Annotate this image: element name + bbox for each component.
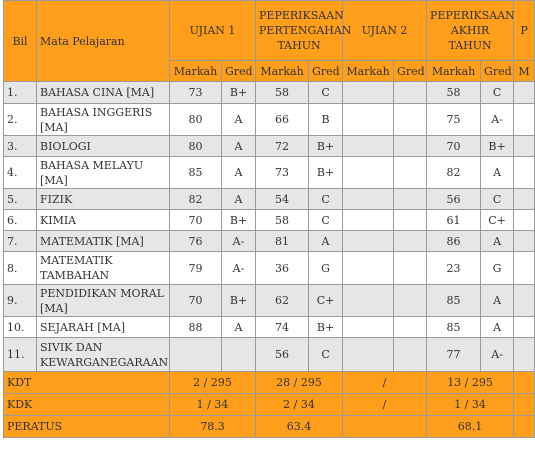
row-markah: 61 [427,210,481,231]
row-gred [394,136,427,157]
row-bil: 7. [4,231,37,252]
row-gred: B+ [309,136,343,157]
summary-clipped-cell [514,372,535,394]
row-subject: BAHASA CINA [MA] [37,82,170,104]
row-gred: B+ [222,285,256,317]
row-gred [394,317,427,338]
row-gred: A [222,157,256,189]
row-markah: 58 [427,82,481,104]
row-gred: C [309,338,343,372]
row-subject: SIVIK DAN KEWARGANEGARAAN [37,338,170,372]
row-markah [343,285,394,317]
row-markah: 80 [170,104,222,136]
summary-row [4,372,535,394]
row-bil: 4. [4,157,37,189]
table-row [4,136,535,157]
row-subject: BAHASA MELAYU [MA] [37,157,170,189]
row-markah [343,82,394,104]
summary-value [343,416,427,438]
row-markah [343,338,394,372]
row-gred [394,189,427,210]
row-markah [343,252,394,285]
summary-value: 2 / 295 [170,372,256,394]
row-markah: 79 [170,252,222,285]
row-markah: 75 [427,104,481,136]
row-markah: 66 [256,104,309,136]
row-gred: B+ [309,317,343,338]
row-subject: SEJARAH [MA] [37,317,170,338]
summary-row [4,394,535,416]
row-gred: C [309,210,343,231]
summary-value: 13 / 295 [427,372,514,394]
row-markah: 54 [256,189,309,210]
row-gred: G [481,252,514,285]
row-markah: 56 [427,189,481,210]
row-subject: PENDIDIKAN MORAL [MA] [37,285,170,317]
row-subject: MATEMATIK [MA] [37,231,170,252]
row-bil: 10. [4,317,37,338]
row-gred: C+ [309,285,343,317]
row-markah: 73 [170,82,222,104]
table-row [4,338,535,372]
row-gred: B+ [222,210,256,231]
row-markah: 85 [170,157,222,189]
row-markah: 82 [427,157,481,189]
col-header-peperiksaan-pertengahan: PEPERIKSAAN PERTENGAHAN TAHUN [256,1,343,61]
row-gred: A [222,104,256,136]
row-gred: A- [222,231,256,252]
row-gred: B+ [222,82,256,104]
row-markah [343,231,394,252]
row-gred: A [481,157,514,189]
table-row [4,210,535,231]
row-markah: 77 [427,338,481,372]
row-gred [394,157,427,189]
row-subject: FIZIK [37,189,170,210]
summary-value: / [343,372,427,394]
row-bil: 5. [4,189,37,210]
subheader-gred: Gred [309,61,343,82]
col-header-peperiksaan-akhir: PEPERIKSAAN AKHIR TAHUN [427,1,514,61]
row-bil: 3. [4,136,37,157]
row-markah: 76 [170,231,222,252]
row-gred: B [309,104,343,136]
row-gred [394,285,427,317]
row-markah: 70 [170,210,222,231]
row-markah [170,338,222,372]
row-clipped-cell [514,136,535,157]
row-gred: A- [222,252,256,285]
row-gred: A [481,231,514,252]
subheader-markah: Markah [256,61,309,82]
table-row [4,231,535,252]
row-clipped-cell [514,210,535,231]
row-bil: 2. [4,104,37,136]
row-markah: 85 [427,285,481,317]
subheader-gred: Gred [481,61,514,82]
table-row [4,157,535,189]
summary-value: / [343,394,427,416]
row-markah: 80 [170,136,222,157]
summary-value: 2 / 34 [256,394,343,416]
col-header-subject: Mata Pelajaran [37,1,170,82]
col-header-ujian-1: UJIAN 1 [170,1,256,61]
row-gred [394,210,427,231]
row-gred [394,231,427,252]
row-markah [343,210,394,231]
row-markah: 85 [427,317,481,338]
row-markah: 56 [256,338,309,372]
row-gred [394,82,427,104]
row-markah: 23 [427,252,481,285]
row-markah: 72 [256,136,309,157]
row-bil: 1. [4,82,37,104]
header-row [4,1,535,61]
row-bil: 8. [4,252,37,285]
row-gred [394,338,427,372]
row-gred [394,104,427,136]
row-gred: C+ [481,210,514,231]
summary-label: PERATUS [4,416,170,438]
row-gred: C [309,189,343,210]
row-gred: A [222,317,256,338]
row-clipped-cell [514,104,535,136]
subheader-gred: Gred [222,61,256,82]
row-clipped-cell [514,82,535,104]
subheader-markah: Markah [427,61,481,82]
row-markah: 36 [256,252,309,285]
summary-value: 1 / 34 [170,394,256,416]
row-subject: BAHASA INGGERIS [MA] [37,104,170,136]
row-markah [343,317,394,338]
row-markah: 58 [256,210,309,231]
table-row [4,82,535,104]
row-bil: 9. [4,285,37,317]
row-clipped-cell [514,285,535,317]
summary-clipped-cell [514,394,535,416]
row-markah [343,104,394,136]
row-gred: A- [481,104,514,136]
row-clipped-cell [514,231,535,252]
summary-row [4,416,535,438]
summary-value: 28 / 295 [256,372,343,394]
row-markah: 82 [170,189,222,210]
row-gred: A [222,189,256,210]
row-gred: C [481,189,514,210]
row-markah: 81 [256,231,309,252]
row-gred: G [309,252,343,285]
summary-value: 78.3 [170,416,256,438]
row-markah: 70 [427,136,481,157]
table-row [4,189,535,210]
table-row [4,104,535,136]
summary-clipped-cell [514,416,535,438]
row-gred: B+ [309,157,343,189]
row-markah [343,136,394,157]
table-row [4,317,535,338]
table-row [4,252,535,285]
row-clipped-cell [514,338,535,372]
row-markah: 58 [256,82,309,104]
results-table [3,0,535,438]
table-row [4,285,535,317]
summary-value: 1 / 34 [427,394,514,416]
row-clipped-cell [514,252,535,285]
row-subject: MATEMATIK TAMBAHAN [37,252,170,285]
row-gred: A [481,285,514,317]
row-markah [343,157,394,189]
row-gred: A [222,136,256,157]
subheader-gred: Gred [394,61,427,82]
row-clipped-cell [514,189,535,210]
row-markah: 62 [256,285,309,317]
subheader-markah: Markah [170,61,222,82]
row-bil: 11. [4,338,37,372]
row-markah: 70 [170,285,222,317]
summary-value: 63.4 [256,416,343,438]
summary-label: KDK [4,394,170,416]
row-gred [222,338,256,372]
row-subject: KIMIA [37,210,170,231]
row-markah: 73 [256,157,309,189]
row-gred: C [309,82,343,104]
summary-value: 68.1 [427,416,514,438]
subheader-markah: Markah [343,61,394,82]
row-clipped-cell [514,157,535,189]
row-bil: 6. [4,210,37,231]
row-gred: A- [481,338,514,372]
row-gred: B+ [481,136,514,157]
summary-label: KDT [4,372,170,394]
row-gred: C [481,82,514,104]
row-markah: 88 [170,317,222,338]
subheader-clipped: M [514,61,535,82]
col-header-ujian-2: UJIAN 2 [343,1,427,61]
row-gred [394,252,427,285]
row-markah [343,189,394,210]
col-header-bil: Bil [4,1,37,82]
row-markah: 74 [256,317,309,338]
row-clipped-cell [514,317,535,338]
row-markah: 86 [427,231,481,252]
col-header-clipped: P [514,1,535,61]
row-gred: A [309,231,343,252]
row-subject: BIOLOGI [37,136,170,157]
row-gred: A [481,317,514,338]
